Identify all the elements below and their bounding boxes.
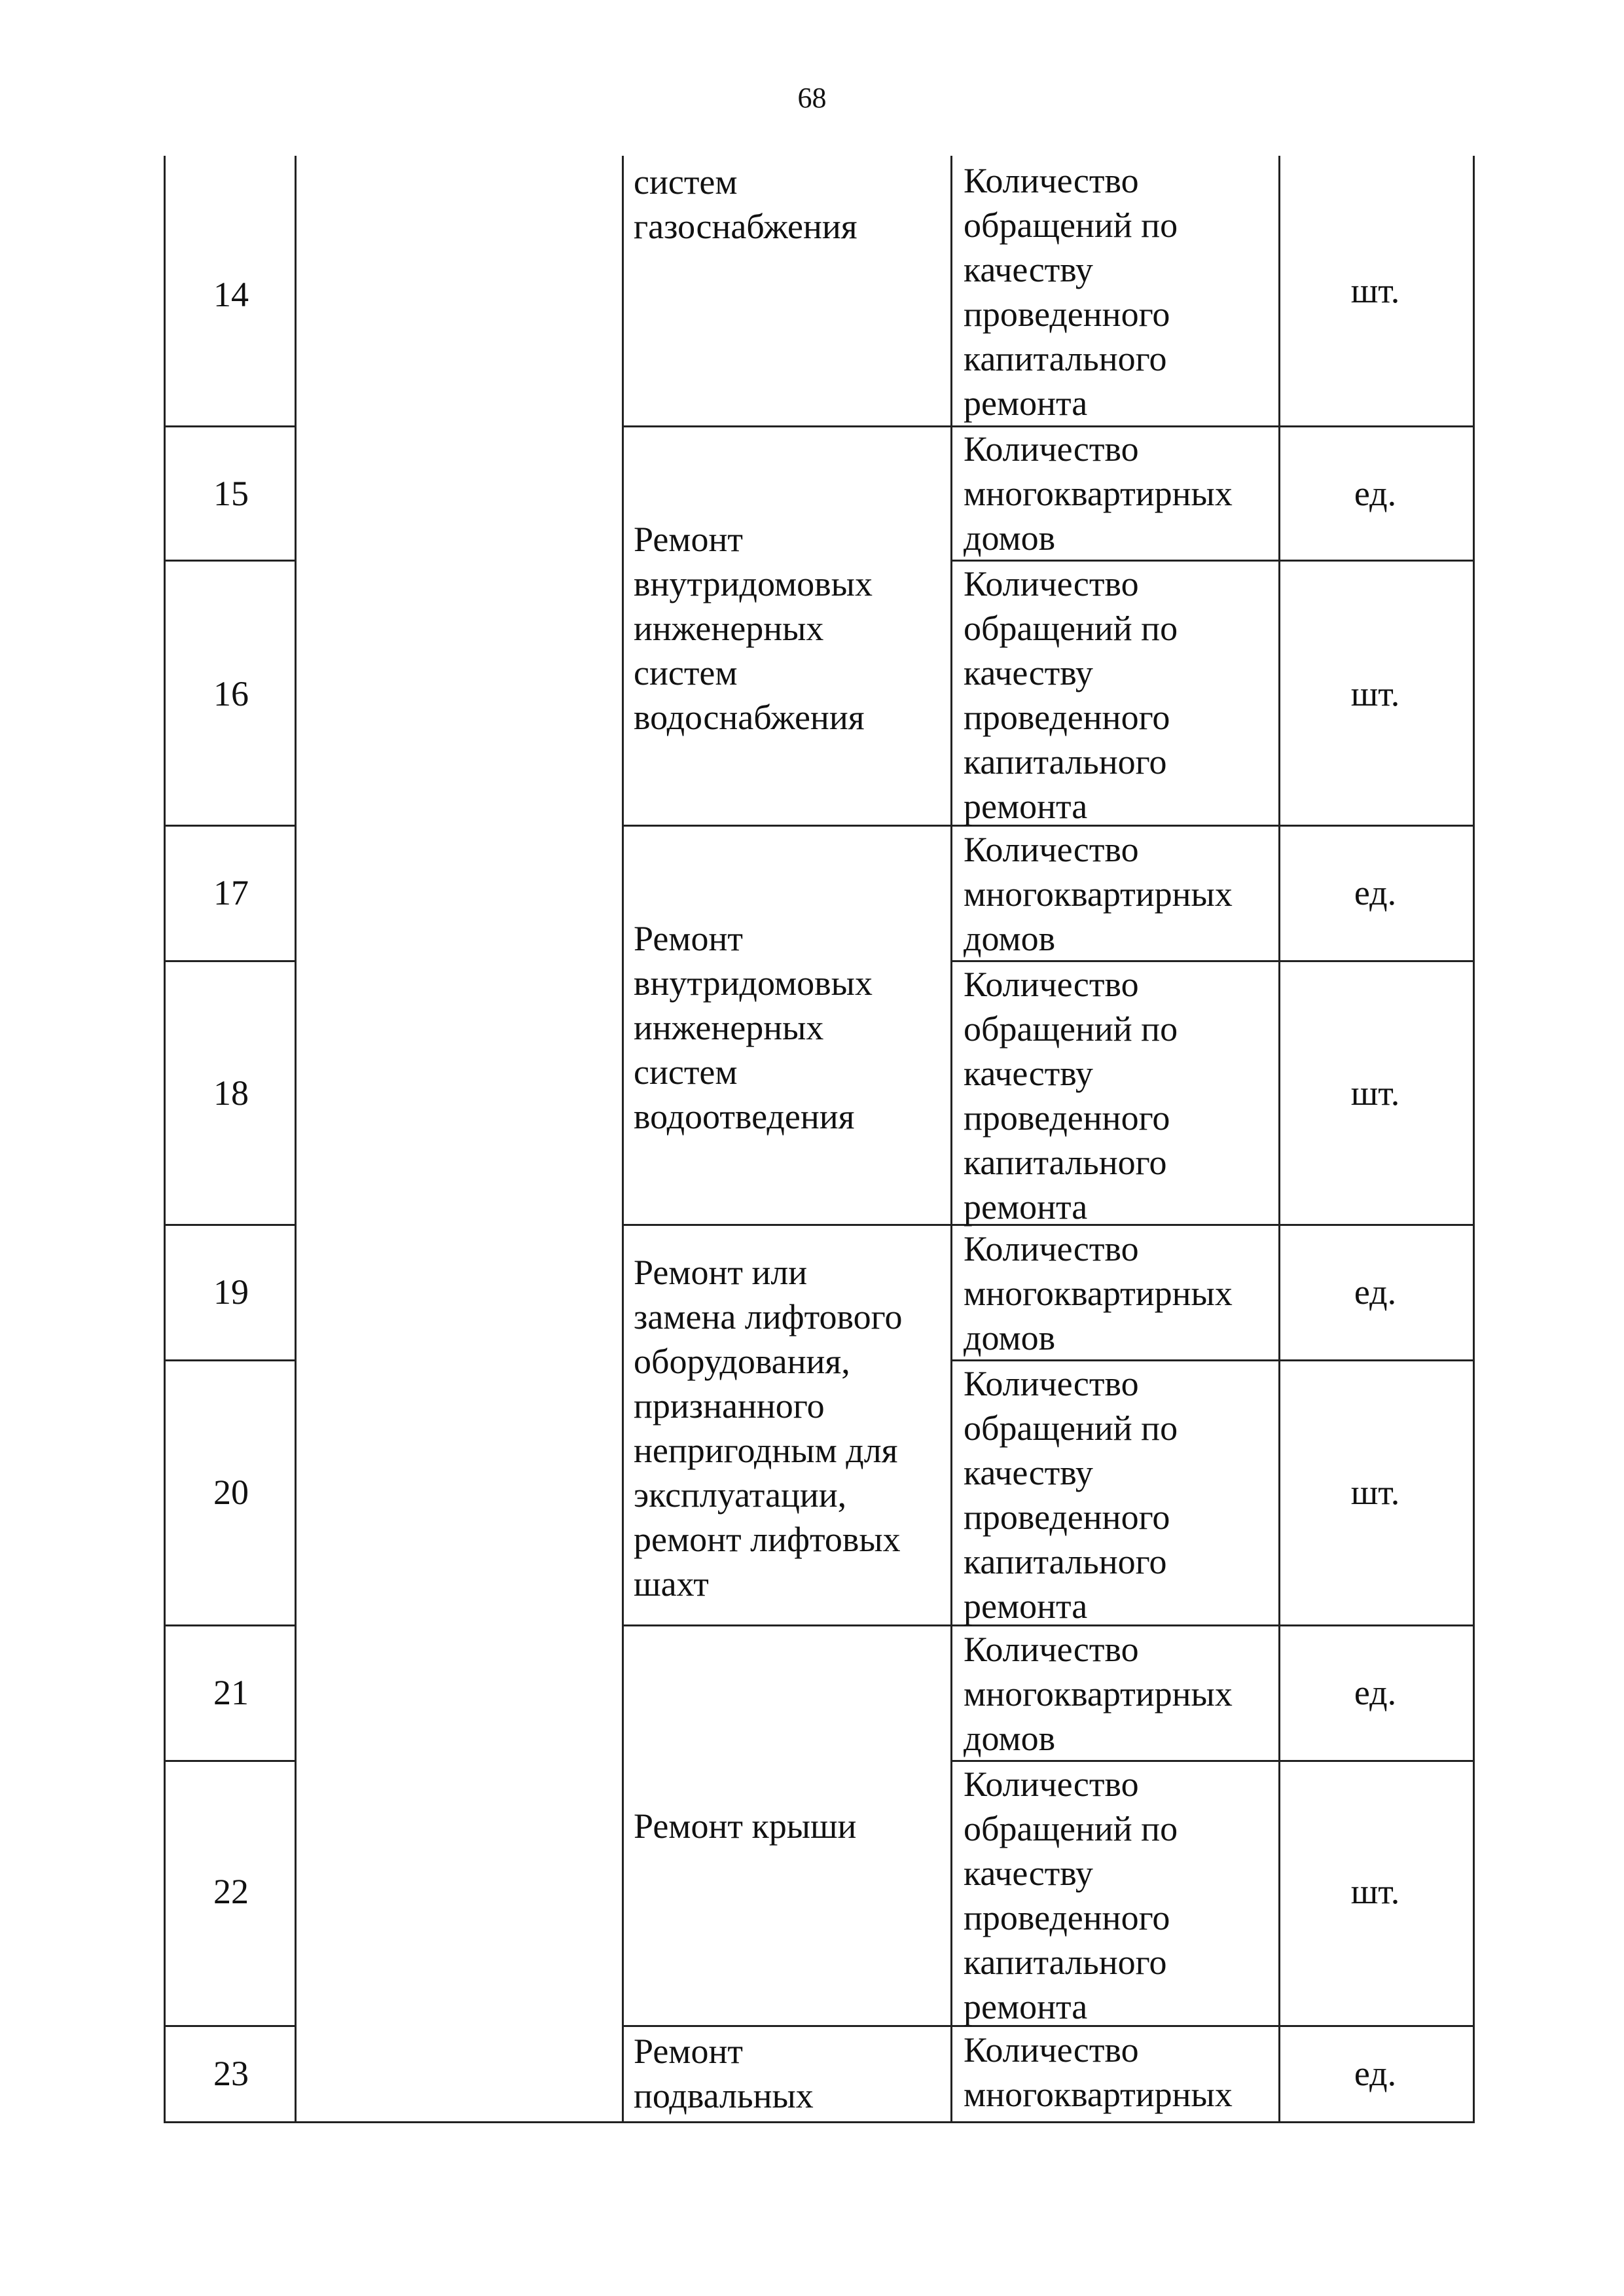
- column-divider-1: [295, 156, 297, 2123]
- unit-cell: ед.: [1354, 873, 1397, 912]
- unit-cell: шт.: [1350, 1073, 1400, 1113]
- indicator-cell: Количество многоквартирных домов: [964, 1229, 1233, 1357]
- work-type-cell: Ремонт или замена лифтового оборудования, признанного непригодным для эксплуатации, ремонт лифтовых шахт: [634, 1253, 903, 1604]
- row-divider: [164, 1224, 297, 1226]
- row-number: 15: [213, 474, 249, 513]
- column-divider-2: [622, 156, 624, 2123]
- unit-cell: ед.: [1354, 1673, 1397, 1712]
- column-divider-4: [1278, 156, 1280, 2123]
- table-border-bottom: [164, 2121, 1475, 2123]
- page-number: 68: [797, 82, 827, 114]
- row-divider: [164, 1359, 297, 1361]
- unit-cell: ед.: [1354, 2054, 1397, 2093]
- row-number: 16: [213, 674, 249, 713]
- indicator-cell: Количество обращений по качеству проведенного капитального ремонта: [964, 564, 1178, 826]
- work-type-cell: систем газоснабжения: [634, 162, 857, 246]
- unit-cell: ед.: [1354, 474, 1397, 513]
- row-divider: [164, 825, 297, 827]
- row-divider: [164, 560, 297, 562]
- unit-cell: ед.: [1354, 1272, 1397, 1312]
- row-number: 18: [213, 1073, 249, 1113]
- row-number: 22: [213, 1872, 249, 1911]
- indicator-cell: Количество обращений по качеству проведенного капитального ремонта: [964, 1364, 1178, 1626]
- indicator-cell: Количество обращений по качеству проведенного капитального ремонта: [964, 1765, 1178, 2026]
- row-divider: [164, 960, 297, 962]
- unit-cell: шт.: [1350, 674, 1400, 713]
- indicator-cell: Количество обращений по качеству проведенного капитального ремонта: [964, 161, 1178, 423]
- unit-cell: шт.: [1350, 1473, 1400, 1512]
- table-border-right: [1473, 156, 1475, 2123]
- work-type-cell: Ремонт крыши: [634, 1806, 857, 1846]
- row-number: 23: [213, 2054, 249, 2093]
- indicator-cell: Количество обращений по качеству проведенного капитального ремонта: [964, 965, 1178, 1227]
- indicator-cell: Количество многоквартирных: [964, 2030, 1233, 2114]
- work-type-cell: Ремонт подвальных: [634, 2032, 814, 2115]
- unit-cell: шт.: [1350, 1872, 1400, 1911]
- row-divider: [164, 425, 297, 427]
- row-divider: [164, 1760, 297, 1762]
- row-number: 21: [213, 1673, 249, 1712]
- work-type-cell: Ремонт внутридомовых инженерных систем водоотведения: [634, 919, 873, 1136]
- indicator-cell: Количество многоквартирных домов: [964, 830, 1233, 958]
- row-number: 17: [213, 873, 249, 912]
- row-number: 20: [213, 1473, 249, 1512]
- work-type-cell: Ремонт внутридомовых инженерных систем водоснабжения: [634, 520, 873, 737]
- indicator-cell: Количество многоквартирных домов: [964, 429, 1233, 558]
- row-divider: [164, 1624, 297, 1626]
- row-number: 19: [213, 1272, 249, 1312]
- row-number: 14: [213, 275, 249, 314]
- table-border-left: [164, 156, 166, 2123]
- row-divider: [164, 2025, 297, 2027]
- indicator-cell: Количество многоквартирных домов: [964, 1630, 1233, 1758]
- unit-cell: шт.: [1350, 271, 1400, 310]
